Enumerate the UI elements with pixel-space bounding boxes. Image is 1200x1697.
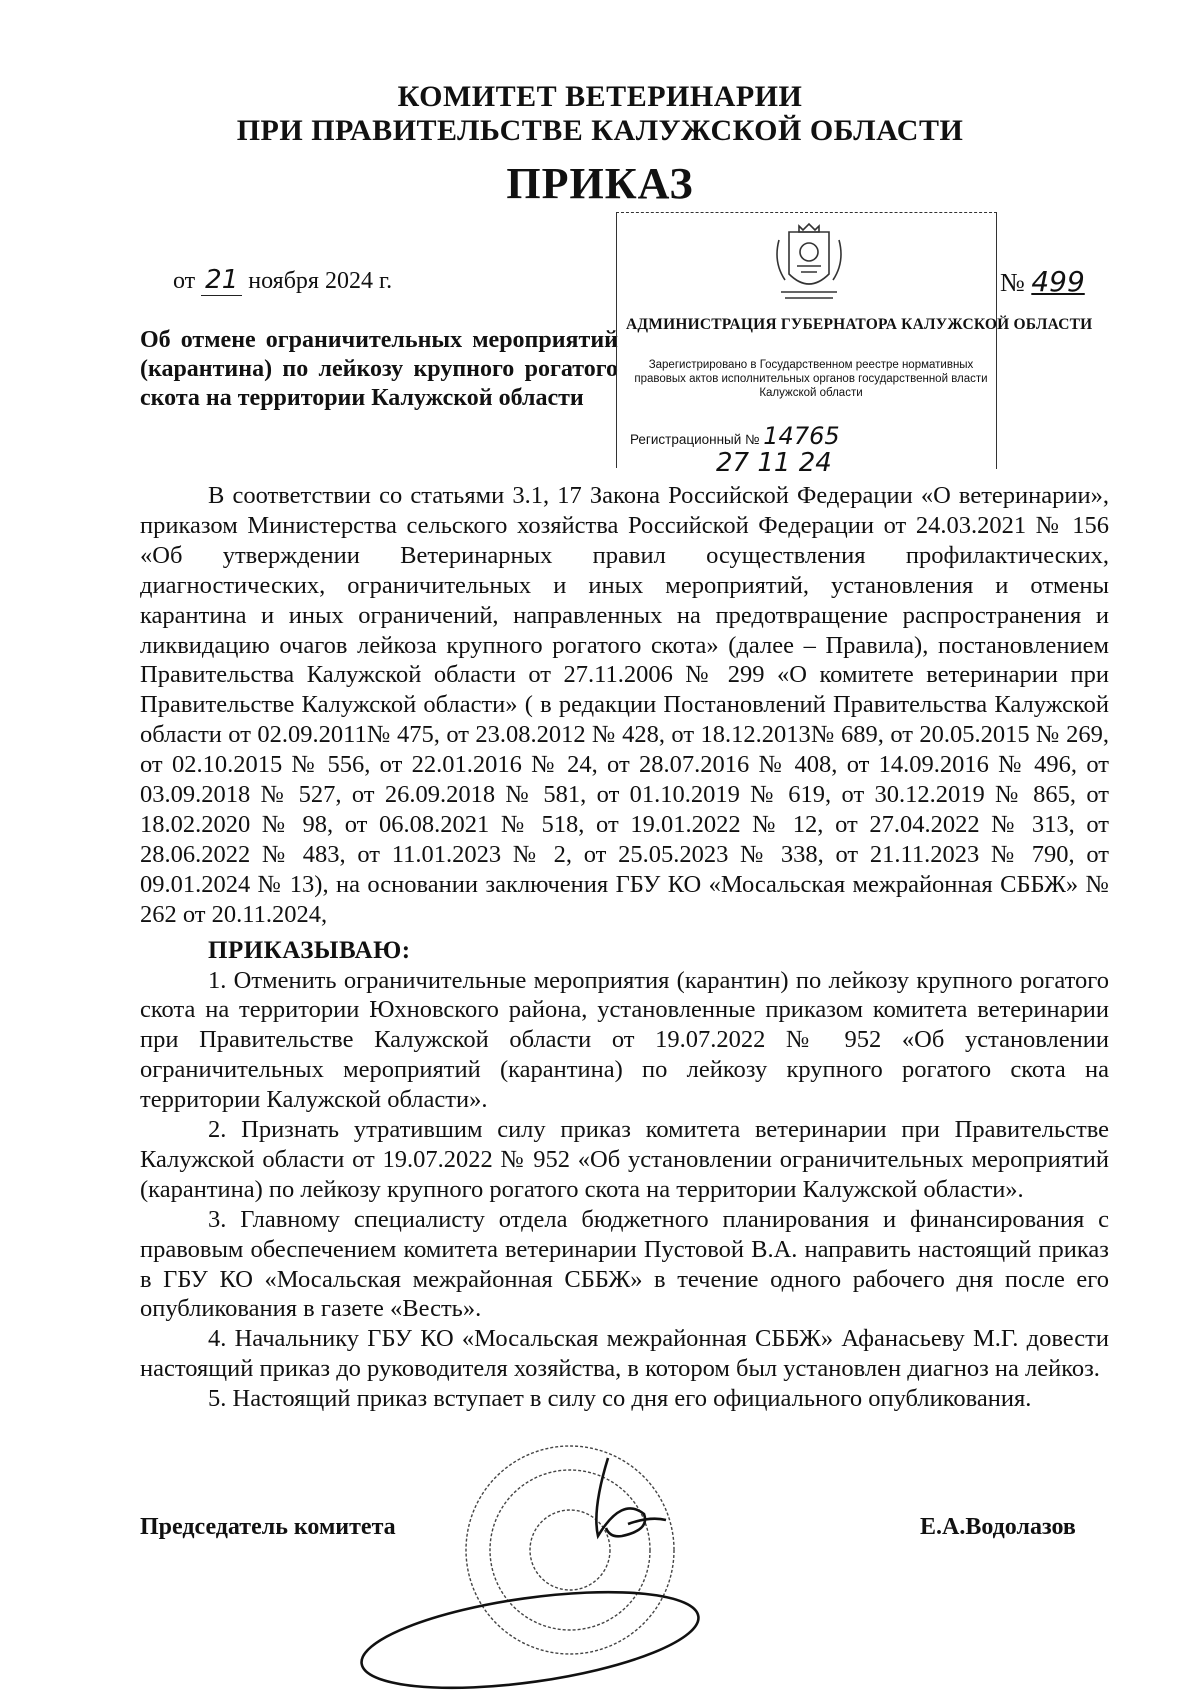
number-prefix: № — [1000, 268, 1025, 297]
date-day-handwritten: 21 — [201, 265, 242, 296]
order-item-2: 2. Признать утратившим силу приказ комитета ветеринарии при Правительстве Калужской области от 19.07.2022 № 952 «Об установлении ограничительных мероприятий (карантина) по лейкозу крупного рогатого скота на территории Калужской области». — [140, 1116, 1109, 1203]
org-name-line-2: ПРИ ПРАВИТЕЛЬСТВЕ КАЛУЖСКОЙ ОБЛАСТИ — [236, 114, 964, 147]
order-subject: Об отмене ограничительных мероприятий (карантина) по лейкозу крупного рогатого скота на территории Калужской области — [140, 327, 618, 411]
stamp-registration-text: Зарегистрировано в Государственном реестре нормативных правовых актов исполнительных органов государственной власти Калужской области — [634, 359, 988, 399]
order-date — [173, 265, 392, 295]
order-item-5: 5. Настоящий приказ вступает в силу со дня его официального опубликования. — [208, 1385, 1032, 1413]
stamp-reg-number: 14765 — [763, 422, 840, 450]
order-item-4: 4. Начальнику ГБУ КО «Мосальская межрайонная СББЖ» Афанасьеву М.Г. довести настоящий приказ до руководителя хозяйства, в котором был установлен диагноз на лейкоз. — [140, 1325, 1109, 1383]
stamp-frame-left — [616, 212, 617, 468]
coat-of-arms-icon — [771, 222, 847, 302]
stamp-reg-date: 27 11 24 — [716, 448, 832, 478]
order-item-3: 3. Главному специалисту отдела бюджетного планирования и финансирования с правовым обеспечением комитета ветеринарии Пустовой В.А. направить настоящий приказ в ГБУ КО «Мосальская межрайонная СББЖ» в течение одного рабочего дня после его опубликования в газете «Весть». — [140, 1205, 1109, 1323]
stamp-reg-number-line — [630, 422, 840, 450]
date-month-year: ноября 2024 г. — [248, 268, 393, 294]
order-number — [1000, 265, 1085, 298]
signatory-name: Е.А.Водолазов — [920, 1514, 1076, 1540]
order-word: ПРИКАЗЫВАЮ: — [208, 936, 411, 964]
date-prefix: от — [173, 268, 196, 294]
number-handwritten: 499 — [1031, 265, 1085, 298]
preamble-paragraph: В соответствии со статьями 3.1, 17 Закона Российской Федерации «О ветеринарии», приказом Министерства сельского хозяйства Российской Федерации от 24.03.2021 № 156 «Об утверждении Ветеринарных правил осуществления профилактических, диагностических, ограничительных и иных мероприятий, установления и отмены карантина и иных ограничений, направленных на предотвращение распространения и ликвидацию очагов лейкоза крупного рогатого скота» (далее – Правила), постановлением Правительства Калужской области от 27.11.2006 № 299 «О комитете ветеринарии при Правительстве Калужской области» ( в редакции Постановлений Правительства Калужской области от 02.09.2011№ 475, от 23.08.2012 № 428, от 18.12.2013№ 689, от 20.05.2015 № 269, от 02.10.2015 № 556, от 22.01.2016 № 24, от 28.07.2016 № 408, от 14.09.2016 № 496, от 03.09.2018 № 527, от 26.09.2018 № 581, от 01.10.2019 № 619, от 30.12.2019 № 865, от 18.02.2020 № 98, от 06.08.2021 № 518, от 19.01.2022 № 12, от 27.04.2022 № 313, от 28.06.2022 № 483, от 11.01.2023 № 2, от 25.05.2023 № 338, от 21.11.2023 № 790, от 09.01.2024 № 13), на основании заключения ГБУ КО «Мосальская межрайонная СББЖ» № 262 от 20.11.2024, — [140, 482, 1109, 928]
stamp-reg-label: Регистрационный № — [630, 432, 760, 447]
document-type-title: ПРИКАЗ — [506, 159, 694, 208]
org-name-line-1: КОМИТЕТ ВЕТЕРИНАРИИ — [397, 80, 803, 113]
official-seal-and-signature — [360, 1440, 750, 1697]
order-item-1: 1. Отменить ограничительные мероприятия (карантин) по лейкозу крупного рогатого скота на территории Юхновского района, установленные приказом комитета ветеринарии при Правительстве Калужской области от 19.07.2022 № 952 «Об установлении ограничительных мероприятий (карантина) по лейкозу крупного рогатого скота на территории Калужской области». — [140, 966, 1109, 1114]
stamp-authority: АДМИНИСТРАЦИЯ ГУБЕРНАТОРА КАЛУЖСКОЙ ОБЛАСТИ — [626, 316, 1093, 333]
order-body — [140, 481, 1109, 1414]
signatory-position: Председатель комитета — [140, 1514, 396, 1540]
